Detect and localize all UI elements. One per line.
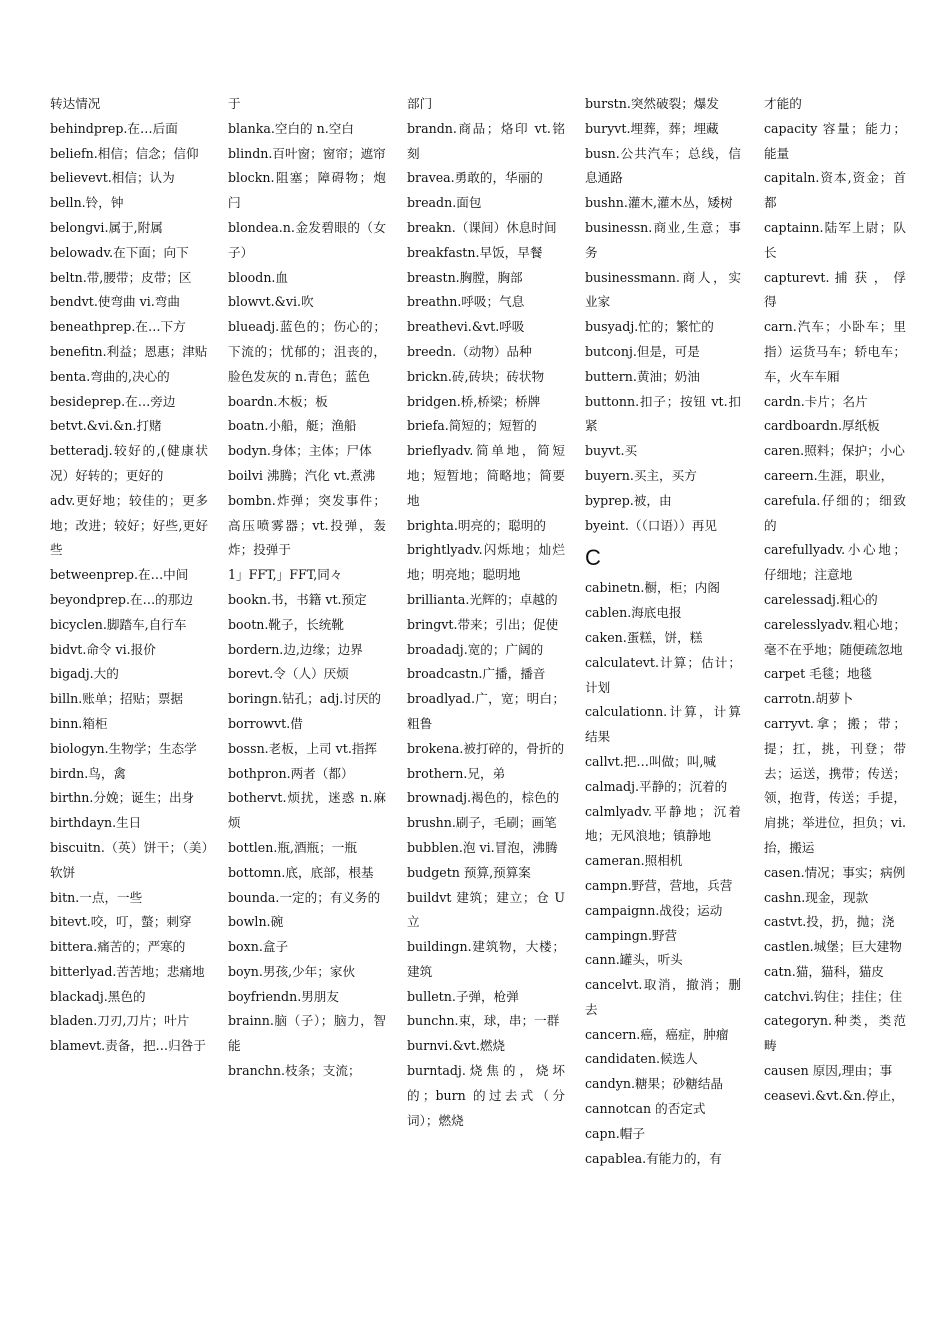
entry: brillianta.光辉的；卓越的 — [407, 591, 558, 607]
entry: callvt.把…叫做；叫,喊 — [585, 753, 716, 769]
entry: belln.铃，钟 — [50, 195, 124, 211]
entry: beyondprep.在…的那边 — [50, 591, 193, 607]
entry: broadadj.宽的；广阔的 — [407, 641, 544, 657]
entry: biscuitn.（英）饼干；（美）软饼 — [50, 839, 208, 880]
entry: birdn.鸟，禽 — [50, 765, 127, 781]
entry: 1」FFT,」FFT,同々 — [228, 567, 343, 583]
entry: adv.更好地；较佳的；更多地；改进；较好；好些,更好些 — [50, 492, 208, 558]
entry: brothern.兄，弟 — [407, 765, 506, 781]
entry: calmlyadv.平静地；沉着地；无风浪地；镇静地 — [585, 803, 741, 844]
entry: billn.账单；招贴；票据 — [50, 691, 184, 707]
entry: bitn.一点，一些 — [50, 889, 143, 905]
entry: boardn.木板；板 — [228, 393, 328, 409]
entry: biologyn.生物学；生态学 — [50, 740, 197, 756]
entry: bitterlyad.苦苦地；悲痛地 — [50, 963, 205, 979]
entry: beneathprep.在…下方 — [50, 319, 186, 335]
entry: cardboardn.厚纸板 — [764, 418, 880, 434]
entry: bladen.刀刃,刀片；叶片 — [50, 1013, 190, 1029]
entry: campaignn.战役；运动 — [585, 902, 723, 918]
entry: blanka.空白的 n.空白 — [228, 120, 354, 136]
entry: brokena.被打碎的，骨折的 — [407, 740, 565, 756]
entry: bridgen.桥,桥梁；桥牌 — [407, 393, 541, 409]
entry: busn.公共汽车；总线，信息通路 — [585, 145, 741, 186]
entry: binn.箱柜 — [50, 715, 108, 731]
entry: bringvt.带来；引出；促使 — [407, 616, 559, 632]
entry: benefitn.利益；恩惠；津贴 — [50, 343, 208, 359]
entry: breathevi.&vt.呼吸 — [407, 319, 525, 335]
entry: bootn.靴子，长统靴 — [228, 616, 344, 632]
entry: carrotn.胡萝卜 — [764, 691, 854, 707]
entry: bothervt.烦扰，迷惑 n.麻烦 — [228, 790, 386, 831]
entry: bottlen.瓶,酒瓶；一瓶 — [228, 839, 357, 855]
entry: buildingn.建筑物，大楼；建筑 — [407, 939, 565, 979]
entry: betweenprep.在…中间 — [50, 567, 189, 583]
entry: borevt.令（人）厌烦 — [228, 666, 349, 682]
entry: burnvi.&vt.燃烧 — [407, 1038, 506, 1054]
entry: businessn.商业,生意；事务 — [585, 219, 741, 260]
entry: buttern.黄油；奶油 — [585, 368, 700, 384]
entry: brownadj.褐色的，棕色的 — [407, 790, 560, 806]
entry: bushn.灌木,灌木丛，矮树 — [585, 195, 733, 211]
entry: bigadj.大的 — [50, 666, 119, 682]
entry: burntadj.烧焦的，烧坏的；burn 的过去式（分词）；燃烧 — [407, 1063, 565, 1128]
entry: brighta.明亮的；聪明的 — [407, 517, 547, 533]
entry: breakn.（课间）休息时间 — [407, 219, 557, 235]
entry: broadcastn.广播，播音 — [407, 666, 546, 682]
entry: carefullyadv.小心地；仔细地；注意地 — [764, 542, 906, 583]
entry: carpet 毛毯；地毯 — [764, 666, 873, 682]
entry: bubblen.泡 vi.冒泡，沸腾 — [407, 839, 558, 855]
entry: blindn.百叶窗；窗帘；遮帘 — [228, 145, 386, 161]
entry: birthdayn.生日 — [50, 815, 142, 831]
entry: cashn.现金，现款 — [764, 889, 869, 905]
entry: castlen.城堡；巨大建物 — [764, 939, 902, 955]
entry: castvt.投，扔，抛；浇 — [764, 914, 895, 930]
entry: beltn.带,腰带；皮带；区 — [50, 269, 192, 285]
entry: birthn.分娩；诞生；出身 — [50, 790, 195, 806]
entry: carn.汽车；小卧车；里指）运货马车；轿电车；车，火车车厢 — [764, 319, 906, 384]
entry: 转达情况 — [50, 96, 101, 111]
entry: ceasevi.&vt.&n.停止， — [764, 1087, 904, 1103]
entry: breastn.胸膛，胸部 — [407, 269, 523, 285]
entry: cannotcan 的否定式 — [585, 1101, 706, 1117]
entry: boyn.男孩,少年；家伙 — [228, 963, 356, 979]
entry: buildvt 建筑；建立；仓 U 立 — [407, 889, 565, 930]
entry: boxn.盒子 — [228, 939, 289, 955]
entry: cablen.海底电报 — [585, 605, 682, 621]
entry: blowvt.&vi.吹 — [228, 294, 314, 310]
entry: blackadj.黑色的 — [50, 988, 146, 1004]
entry: burstn.突然破裂；爆发 — [585, 96, 719, 111]
entry: carefula.仔细的；细致的 — [764, 492, 906, 533]
column-1 — [50, 92, 208, 1262]
entry: bookn.书，书籍 vt.预定 — [228, 591, 367, 607]
entry: benta.弯曲的,决心的 — [50, 368, 170, 384]
entry: bowln.碗 — [228, 914, 284, 930]
entry: caken.蛋糕，饼，糕 — [585, 629, 703, 645]
entry: careern.生涯，职业， — [764, 467, 894, 483]
entry: cancelvt.取消，撤消；删去 — [585, 977, 741, 1017]
entry: betteradj.较好的,(健康状况）好转的；更好的 — [50, 443, 208, 483]
entry: blondea.n.金发碧眼的（女子） — [228, 219, 386, 260]
entry: breedn.（动物）品种 — [407, 343, 532, 359]
entry: calculationn.计算，计算结果 — [585, 704, 741, 745]
entry: bravea.勇敢的，华丽的 — [407, 170, 543, 186]
entry: capturevt. 捕 获 ， 俘得 — [764, 269, 906, 310]
entry: causen 原因,理由；事 — [764, 1063, 893, 1079]
entry: 才能的 — [764, 96, 802, 111]
entry: buryvt.埋葬，葬；埋藏 — [585, 120, 719, 136]
entry: breakfastn.早饭，早餐 — [407, 244, 543, 260]
entry: bendvt.使弯曲 vi.弯曲 — [50, 294, 180, 310]
entry: betvt.&vi.&n.打赌 — [50, 418, 162, 434]
entry: bossn.老板，上司 vt.指挥 — [228, 740, 378, 756]
entry: categoryn.种类，类范畴 — [764, 1013, 906, 1054]
entry: buyvt.买 — [585, 443, 638, 459]
entry: capacity 容量；能力；能量 — [764, 120, 906, 161]
entry: borrowvt.借 — [228, 715, 303, 731]
entry: brandn.商品；烙印 vt.铭刻 — [407, 120, 565, 161]
entry: blockn.阻塞；障碍物；炮闩 — [228, 170, 386, 211]
entry: buyern.买主，买方 — [585, 467, 697, 483]
entry: bitevt.咬，叮，螫；刺穿 — [50, 914, 192, 930]
entry: boringn.钻孔；adj.讨厌的 — [228, 691, 382, 707]
entry: brieflyadv.简单地，简短地；短暂地；简略地；简要地 — [407, 443, 565, 508]
entry: calculatevt.计算；估计；计划 — [585, 654, 741, 695]
entry: belowadv.在下面；向下 — [50, 244, 189, 260]
entry: bicyclen.脚踏车,自行车 — [50, 616, 187, 632]
entry: bodyn.身体；主体；尸体 — [228, 443, 372, 459]
entry: branchn.枝条；支流； — [228, 1063, 361, 1079]
entry: carelesslyadv.粗心地；毫不在乎地；随便疏忽地 — [764, 616, 906, 657]
entry: belongvi.属于,附属 — [50, 219, 163, 235]
entry: cabinetn.橱，柜；内阁 — [585, 580, 720, 596]
entry: capablea.有能力的，有 — [585, 1150, 722, 1166]
entry: breathn.呼吸；气息 — [407, 294, 525, 310]
entry: catchvi.钩住；挂住；住 — [764, 988, 903, 1004]
entry: cameran.照相机 — [585, 853, 683, 869]
entry: believevt.相信；认为 — [50, 170, 175, 186]
entry: 部门 — [407, 96, 433, 111]
entry: candidaten.候选人 — [585, 1051, 698, 1067]
entry: breadn.面包 — [407, 195, 482, 211]
entry: bulletn.子弹，枪弹 — [407, 988, 519, 1004]
entry: candyn.糖果；砂糖结晶 — [585, 1076, 724, 1092]
entry: brightlyadv.闪烁地；灿烂地；明亮地；聪明地 — [407, 542, 565, 583]
entry: byprep.被，由 — [585, 492, 672, 508]
entry: boatn.小船，艇；渔船 — [228, 418, 357, 434]
entry: broadlyad.广，宽；明白；粗鲁 — [407, 691, 565, 731]
column-3 — [407, 92, 565, 1262]
entry: caren.照料；保护；小心 — [764, 443, 905, 459]
entry: butconj.但是，可是 — [585, 343, 700, 359]
entry: bloodn.血 — [228, 269, 289, 285]
entry: capn.帽子 — [585, 1125, 645, 1141]
entry: bothpron.两者（都） — [228, 765, 354, 781]
entry: bidvt.命令 vi.报价 — [50, 641, 156, 657]
entry: bittera.痛苦的；严寒的 — [50, 939, 186, 955]
column-4 — [585, 92, 741, 1262]
entry: budgetn 预算,预算案 — [407, 864, 531, 880]
entry: besideprep.在…旁边 — [50, 393, 176, 409]
entry: businessmann.商人，实业家 — [585, 269, 741, 310]
entry: captainn.陆军上尉；队长 — [764, 219, 906, 260]
entry: brainn.脑（子）；脑力，智能 — [228, 1013, 386, 1054]
entry: campingn.野营 — [585, 927, 678, 943]
entry: boyfriendn.男朋友 — [228, 988, 339, 1004]
entry: briefa.简短的；短暂的 — [407, 418, 537, 434]
entry: carryvt.拿；搬；带；提；扛，挑，刊登；带去；运送，携带；传送；领，抱背，传送；手提，肩挑；举进位，担负；vi.抬，搬运 — [764, 715, 906, 855]
entry: blamevt.责备，把…归咎于 — [50, 1038, 206, 1054]
entry: catn.猫，猫科，猫皮 — [764, 963, 884, 979]
entry: cardn.卡片；名片 — [764, 393, 868, 409]
entry: capitaln.资本,资金；首都 — [764, 170, 906, 211]
column-2 — [228, 92, 386, 1262]
entry: bombn.炸弹；突发事件；高压喷雾器；vt.投弹，轰炸；投弹于 — [228, 492, 386, 558]
entry: beliefn.相信；信念；信仰 — [50, 145, 199, 161]
entry: brickn.砖,砖块；砖状物 — [407, 368, 545, 384]
entry: calmadj.平静的；沉着的 — [585, 778, 728, 794]
entry: carelessadj.粗心的 — [764, 591, 878, 607]
entry: 于 — [228, 96, 241, 111]
section-letter-heading: C — [585, 545, 601, 571]
entry: cann.罐头，听头 — [585, 952, 683, 968]
entry: bunchn.束，球，串；一群 — [407, 1013, 560, 1029]
entry: blueadj.蓝色的；伤心的；下流的；忧郁的；沮丧的，脸色发灰的 n.青色；蓝色 — [228, 319, 386, 384]
entry: bounda.一定的；有义务的 — [228, 889, 381, 905]
entry: bordern.边,边缘；边界 — [228, 641, 363, 657]
entry: busyadj.忙的；繁忙的 — [585, 319, 714, 335]
entry: byeint.（（口语））再见 — [585, 517, 717, 533]
column-5 — [764, 92, 906, 1262]
entry: casen.情况；事实；病例 — [764, 864, 906, 880]
entry: brushn.刷子，毛刷；画笔 — [407, 815, 557, 831]
entry: bottomn.底，底部，根基 — [228, 864, 374, 880]
entry: campn.野营，营地，兵营 — [585, 877, 733, 893]
entry: behindprep.在…后面 — [50, 120, 178, 136]
entry: cancern.癌，癌症，肿瘤 — [585, 1026, 729, 1042]
entry: boilvi 沸腾；汽化 vt.煮沸 — [228, 467, 376, 483]
entry: buttonn.扣子；按钮 vt.扣紧 — [585, 393, 741, 434]
